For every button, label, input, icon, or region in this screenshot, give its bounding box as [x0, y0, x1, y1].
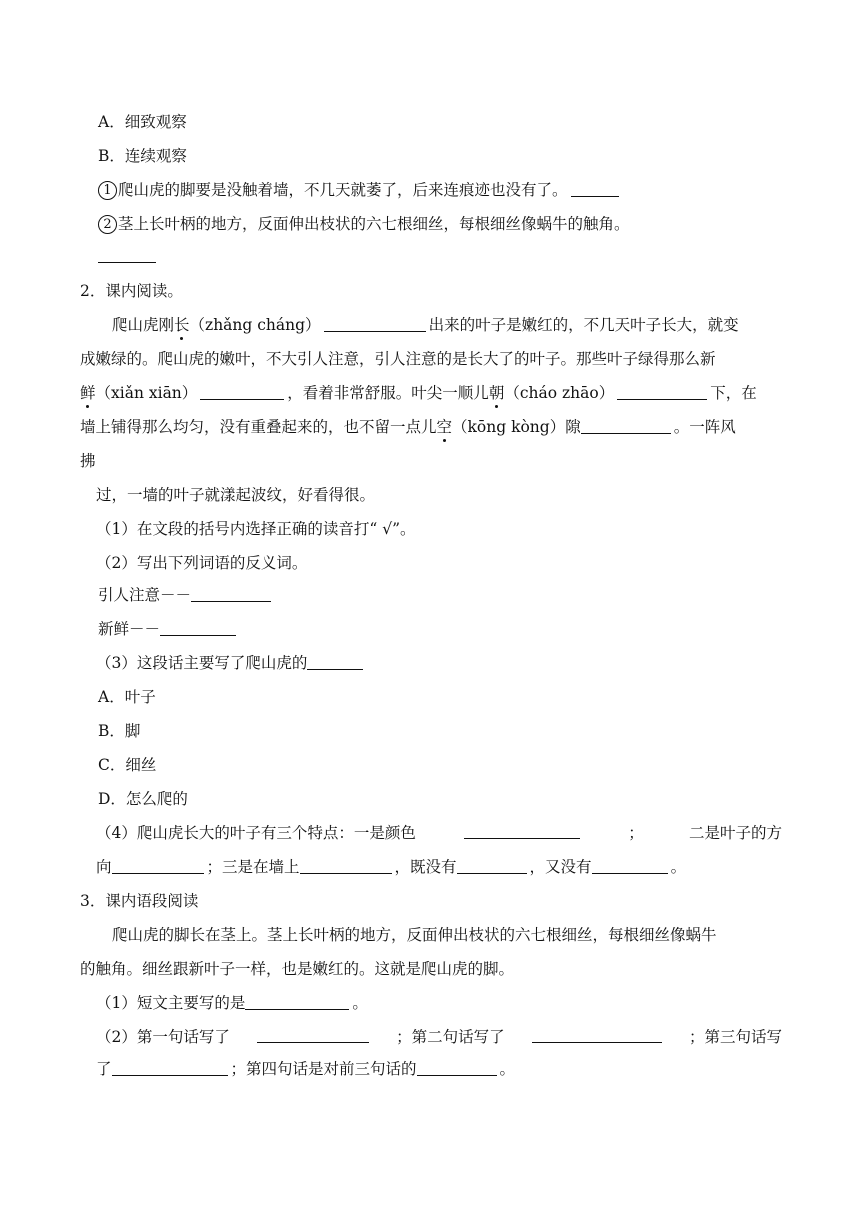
answer-blank[interactable]	[200, 383, 284, 400]
q2-sub-4-line-1: （4）爬山虎长大的叶子有三个特点：一是颜色 ； 二是叶子的方	[96, 824, 782, 842]
answer-blank[interactable]	[417, 1059, 497, 1076]
q2-sub-4-line-2: 向 ；三是在墙上 ，既没有 ，又没有 。	[96, 858, 687, 876]
answer-blank[interactable]	[617, 383, 707, 400]
dotted-char: 朝	[488, 384, 505, 402]
answer-blank[interactable]	[457, 857, 527, 874]
answer-blank[interactable]	[98, 246, 156, 263]
answer-blank[interactable]	[324, 315, 426, 332]
q2-passage-line-5: 拂	[80, 452, 96, 470]
q2-sub-3: （3）这段话主要写了爬山虎的	[96, 652, 366, 674]
answer-blank[interactable]	[571, 180, 619, 197]
dotted-char: 长	[174, 316, 190, 334]
q2-sub-3-option-c: C．细丝	[98, 756, 157, 774]
q1-option-a: A．细致观察	[98, 113, 187, 131]
q2-passage-line-1: 爬山虎刚长（zhǎng cháng） 出来的叶子是嫩红的，不几天叶子长大，就变	[112, 316, 739, 334]
answer-blank[interactable]	[257, 1026, 369, 1043]
answer-blank[interactable]	[112, 1059, 228, 1076]
q2-sub-2-word-1: 引人注意－－	[98, 584, 274, 606]
q1-item-2	[98, 213, 630, 235]
q3-sub-2-line-2: 了 ；第四句话是对前三句话的 。	[96, 1060, 516, 1078]
q3-passage-line-1: 爬山虎的脚长在茎上。茎上长叶柄的地方，反面伸出枝状的六七根细丝，每根细丝像蜗牛	[112, 926, 717, 944]
q2-passage-line-3: 鲜（xiǎn xiān） ，看着非常舒服。叶尖一顺儿朝（cháo zhāo） 下，在	[80, 384, 757, 402]
q1-item-2-answer-line	[98, 245, 156, 267]
q2-sub-3-option-b: B．脚	[98, 722, 141, 740]
dotted-char: 鲜	[80, 384, 96, 402]
answer-blank[interactable]	[160, 619, 236, 636]
q2-sub-2: （2）写出下列词语的反义词。	[96, 554, 308, 572]
q3-title: 3．课内语段阅读	[80, 892, 199, 910]
q2-sub-3-option-d: D．怎么爬的	[98, 790, 188, 808]
answer-blank[interactable]	[245, 993, 349, 1010]
q2-title: 2．课内阅读。	[80, 282, 183, 300]
answer-blank[interactable]	[592, 857, 668, 874]
answer-blank[interactable]	[307, 653, 363, 670]
circled-number-1: 1	[98, 181, 117, 200]
q2-sub-3-option-a: A．叶子	[98, 688, 156, 706]
answer-blank[interactable]	[191, 585, 271, 602]
answer-blank[interactable]	[300, 857, 392, 874]
answer-blank[interactable]	[112, 857, 204, 874]
circled-number-2: 2	[98, 215, 117, 234]
q2-passage-line-6: 过，一墙的叶子就漾起波纹，好看得很。	[96, 486, 376, 504]
answer-blank[interactable]	[532, 1026, 662, 1043]
q3-sub-1: （1）短文主要写的是 。	[96, 994, 368, 1012]
q2-passage-line-4: 墙上铺得那么均匀，没有重叠起来的，也不留一点儿空（kōng kòng）隙 。一阵风	[80, 418, 736, 436]
answer-blank[interactable]	[581, 417, 671, 434]
q2-passage-line-2: 成嫩绿的。爬山虎的嫩叶，不大引人注意，引人注意的是长大了的叶子。那些叶子绿得那么新	[80, 350, 716, 368]
q1-item-1	[98, 179, 622, 201]
q1-item-1-text: 爬山虎的脚要是没触着墙，不几天就萎了，后来连痕迹也没有了。	[118, 181, 568, 199]
q3-sub-2-line-1: （2）第一句话写了 ；第二句话写了 ；第三句话写	[96, 1028, 782, 1046]
q3-passage-line-2: 的触角。细丝跟新叶子一样，也是嫩红的。这就是爬山虎的脚。	[80, 960, 515, 978]
q1-item-2-text: 茎上长叶柄的地方，反面伸出枝状的六七根细丝，每根细丝像蜗牛的触角。	[118, 215, 630, 233]
q1-option-b: B．连续观察	[98, 147, 187, 165]
answer-blank[interactable]	[464, 822, 580, 839]
q2-sub-2-word-2: 新鲜－－	[98, 618, 239, 640]
q2-sub-1: （1）在文段的括号内选择正确的读音打“ √”。	[96, 520, 416, 538]
dotted-char: 空	[436, 418, 453, 436]
